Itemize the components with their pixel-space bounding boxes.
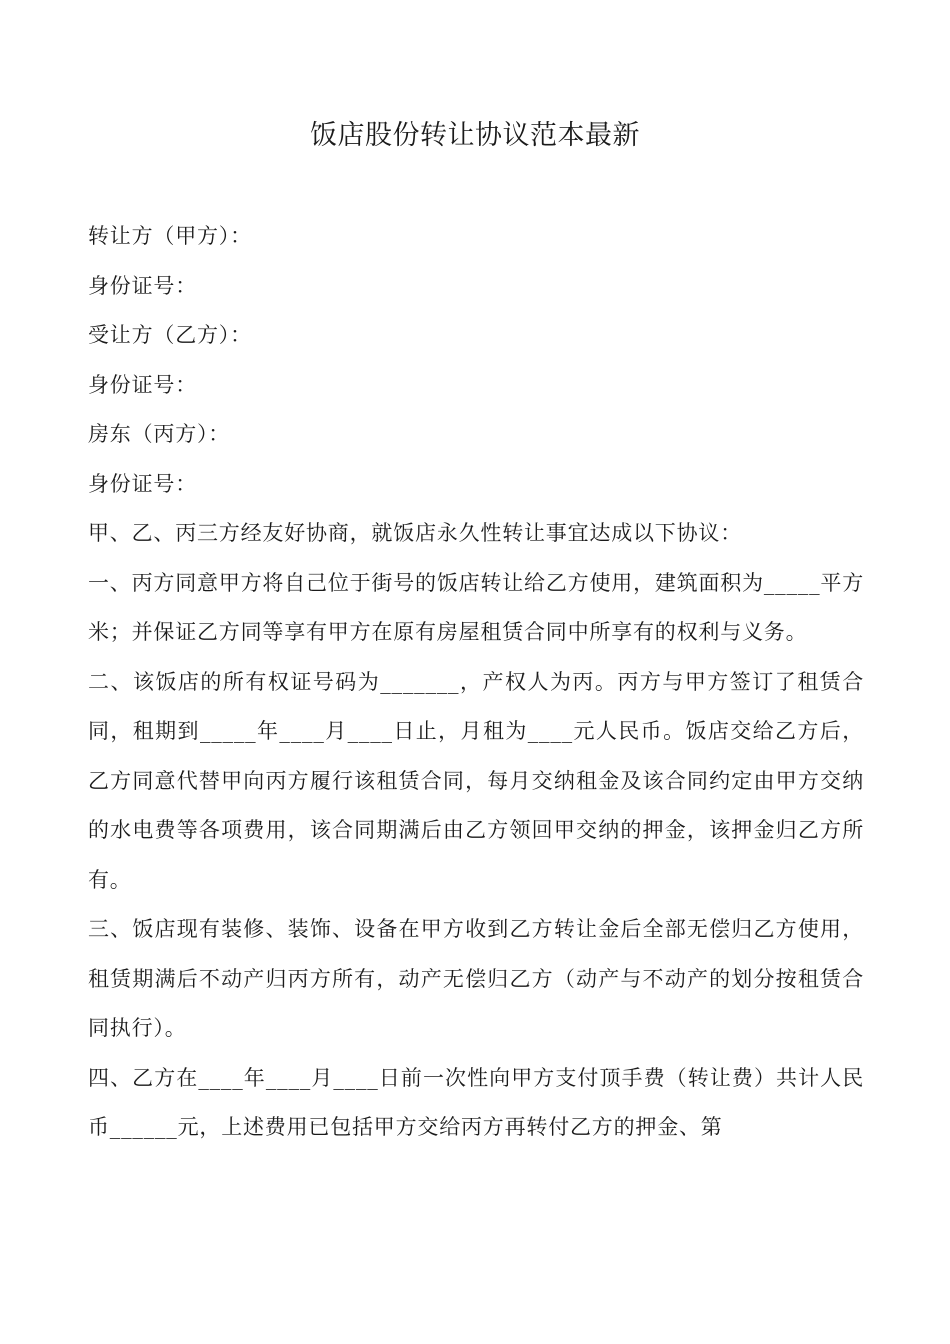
landlord-id-line: 身份证号： bbox=[88, 471, 197, 496]
transferor-line: 转让方（甲方）： bbox=[88, 224, 252, 248]
clause-3: 三、饭店现有装修、装饰、设备在甲方收到乙方转让金后全部无偿归乙方使用，租赁期满后不动产归丙方所有，动产无偿归乙方（动产与不动产的划分按租赁合同执行）。 bbox=[88, 917, 864, 1040]
clause-4: 四、乙方在____年____月____日前一次性向甲方支付顶手费（转让费）共计人民币______元，上述费用已包括甲方交给丙方再转付乙方的押金、第 bbox=[88, 1065, 864, 1139]
transferee-line: 受让方（乙方）： bbox=[88, 323, 252, 347]
document-body bbox=[88, 212, 864, 1153]
landlord-line: 房东（丙方）： bbox=[88, 422, 231, 446]
intro-paragraph: 甲、乙、丙三方经友好协商，就饭店永久性转让事宜达成以下协议： bbox=[88, 521, 742, 545]
document-title: 饭店股份转让协议范本最新 bbox=[310, 120, 640, 151]
clause-2: 二、该饭店的所有权证号码为_______，产权人为丙。丙方与甲方签订了租赁合同，租期到_____年____月____日止，月租为____元人民币。饭店交给乙方后，乙方同意代替甲向丙方履行该租赁合同，每月交纳租金及该合同约定由甲方交纳的水电费等各项费用，该合同期满后由乙方领回甲交纳的押金，该押金归乙方所有。 bbox=[88, 669, 864, 892]
transferor-id-line: 身份证号： bbox=[88, 273, 197, 298]
transferee-id-line: 身份证号： bbox=[88, 372, 197, 397]
clause-1: 一、丙方同意甲方将自己位于街号的饭店转让给乙方使用，建筑面积为_____平方米；并保证乙方同等享有甲方在原有房屋租赁合同中所享有的权利与义务。 bbox=[88, 570, 864, 644]
